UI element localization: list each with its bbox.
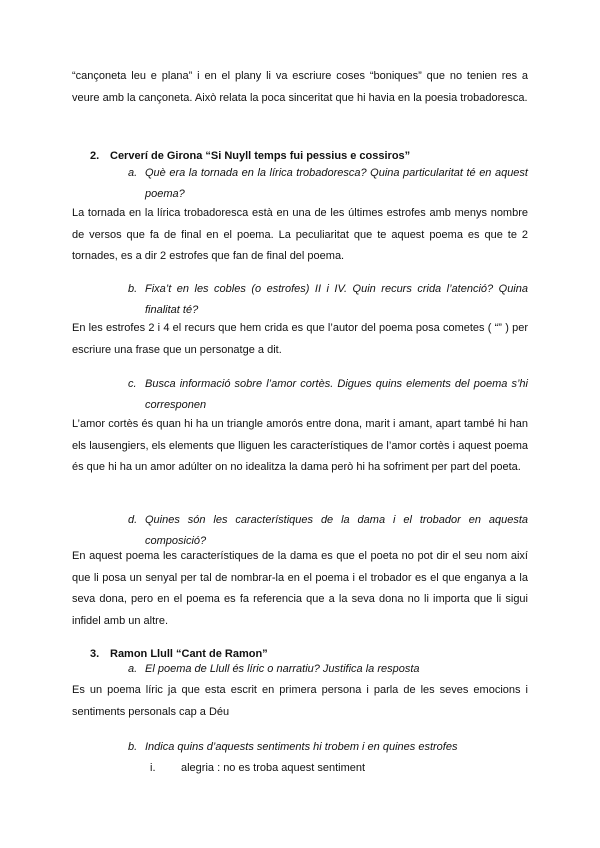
answer-2a: La tornada en la lírica trobadoresca està en una de les últimes estrofes amb menys nombre de versos que fa de final en el poema. La peculiaritat que te aquest poema es que te 2 tornades, es a dir 2 estrofes que fan de final del poema. xyxy=(72,207,528,262)
answer-3a: Es un poema líric ja que esta escrit en primera persona i parla de les seves emocions i sentiments personals cap a Déu xyxy=(72,684,528,718)
question-letter: b. xyxy=(128,741,138,753)
question-2b xyxy=(128,279,528,321)
question-text: El poema de Llull és líric o narratiu? Justifica la resposta xyxy=(145,663,420,675)
question-text: Indica quins d’aquests sentiments hi trobem i en quines estrofes xyxy=(145,741,458,753)
question-text: Què era la tornada en la lírica trobadoresca? Quina particularitat té en aquest poema? xyxy=(145,167,528,200)
question-3b xyxy=(128,737,528,758)
answer-2b: En les estrofes 2 i 4 el recurs que hem crida es que l’autor del poema posa cometes ( “” ) per escriure una frase que un personatge a dit. xyxy=(72,322,528,356)
question-text: Fixa’t en les cobles (o estrofes) II i IV. Quin recurs crida l’atenció? Quina finalitat té? xyxy=(145,283,528,316)
section-number: 3. xyxy=(90,648,100,660)
question-letter: a. xyxy=(128,663,138,675)
section-heading-2 xyxy=(90,148,410,164)
section-title: Cerverí de Girona “Si Nuyll temps fui pessius e cossiros” xyxy=(110,150,411,162)
intro-paragraph: “cançoneta leu e plana” i en el plany li va escriure coses “boniques” que no tenien res a veure amb la cançoneta. Això relata la poca sinceritat que hi havia en la poesia trobadoresca. xyxy=(72,70,528,104)
subitem-text: alegria : no es troba aquest sentiment xyxy=(181,762,366,774)
question-2c xyxy=(128,374,528,416)
question-letter: c. xyxy=(128,378,137,390)
question-2a xyxy=(128,163,528,205)
question-letter: d. xyxy=(128,514,138,526)
subitem-i xyxy=(150,760,365,776)
answer-2c: L’amor cortès és quan hi ha un triangle amorós entre dona, marit i amant, apart també hi han els lausengiers, els elements que lliguen les característiques de l’amor cortès i aquest poema és que hi ha un amor adúlter on no idealitza la dama però hi ha sofriment per part del poeta. xyxy=(72,418,528,473)
question-3a xyxy=(128,659,528,680)
answer-2d: En aquest poema les característiques de la dama es que el poeta no pot dir el seu nom així que li posa un senyal per tal de nombrar-la en el poema i el trobador es el que enganya a la seva dona, pero en el poema es fa referencia que a la seva dona no li importa que li sigui infidel amb un altre. xyxy=(72,550,528,627)
question-letter: b. xyxy=(128,283,138,295)
subitem-numeral: i. xyxy=(150,762,156,774)
section-title: Ramon Llull “Cant de Ramon” xyxy=(110,648,268,660)
question-letter: a. xyxy=(128,167,138,179)
question-text: Busca informació sobre l’amor cortès. Digues quins elements del poema s’hi corresponen xyxy=(145,378,528,411)
section-number: 2. xyxy=(90,150,100,162)
question-text: Quines són les característiques de la dama i el trobador en aquesta composició? xyxy=(145,514,528,547)
